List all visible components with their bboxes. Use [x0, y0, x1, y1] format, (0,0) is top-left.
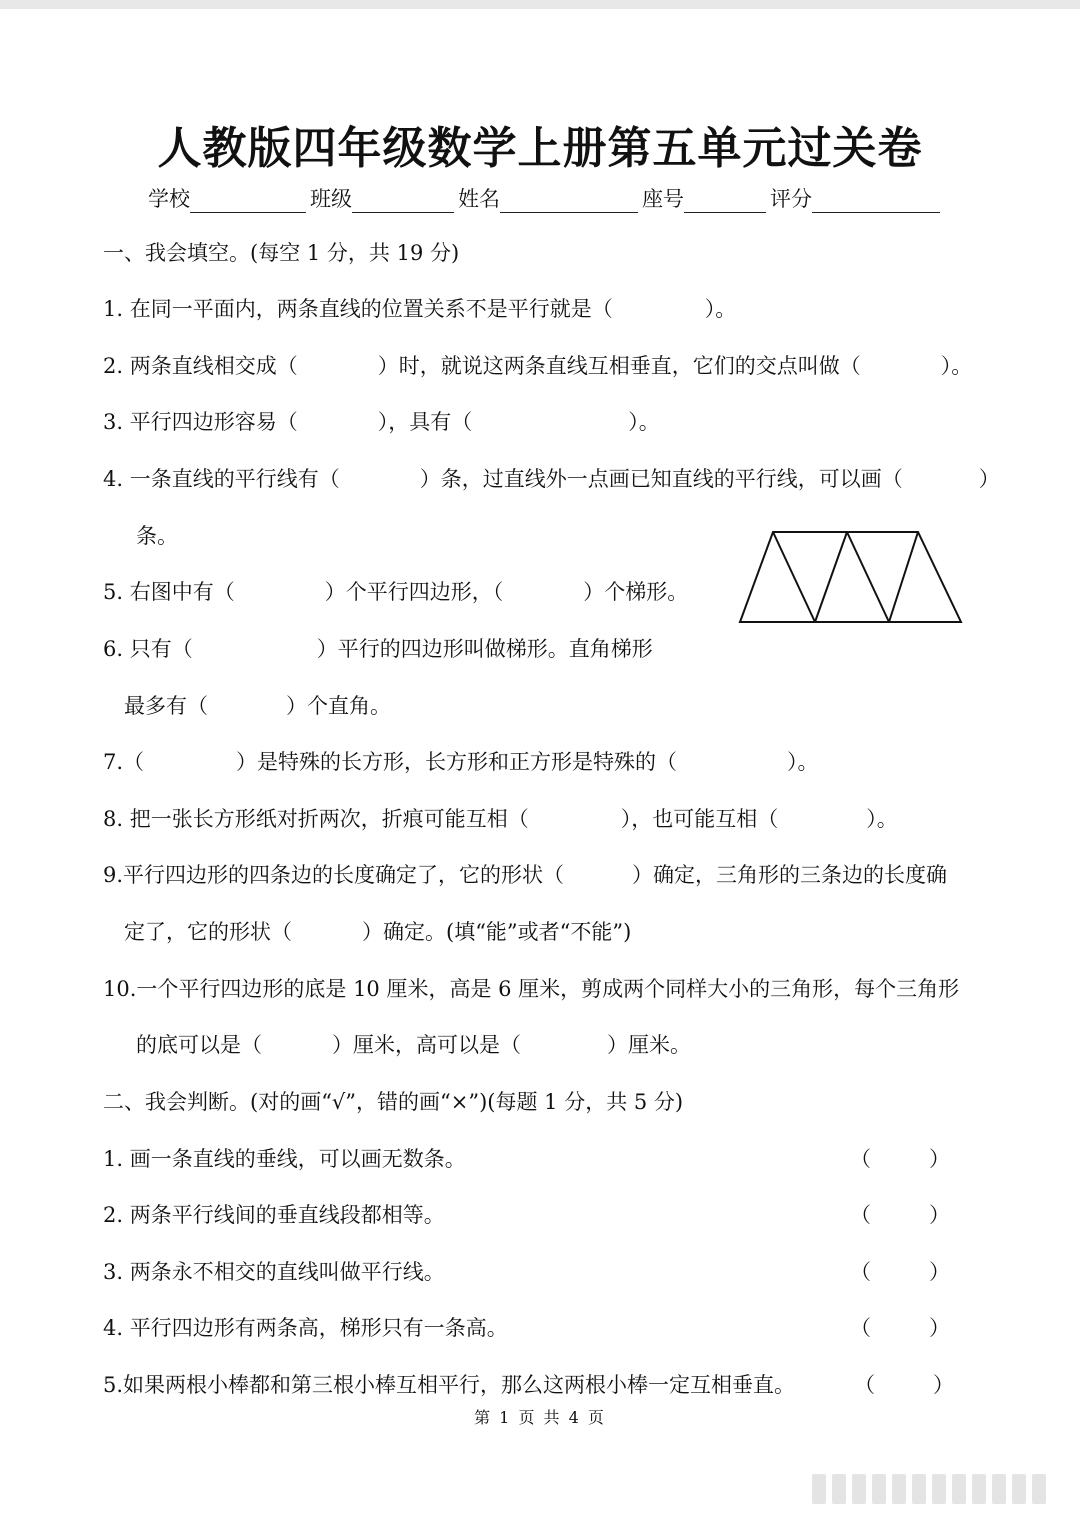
judge-answer-4[interactable]: （ ）: [850, 1316, 950, 1340]
judge-answer-1[interactable]: （ ）: [850, 1147, 950, 1171]
class-blank[interactable]: [352, 188, 454, 213]
student-info-row: [148, 181, 944, 213]
question-5: 5. 右图中有（ ）个平行四边形，（ ）个梯形。: [103, 580, 689, 604]
watermark-mark: [932, 1474, 946, 1504]
seat-label: 座号: [642, 187, 684, 211]
question-3: 3. 平行四边形容易（ ），具有（ ）。: [103, 410, 660, 434]
judge-item-3: 3. 两条永不相交的直线叫做平行线。: [103, 1260, 445, 1284]
question-10-cont: 的底可以是（ ）厘米，高可以是（ ）厘米。: [136, 1033, 691, 1057]
question-2: 2. 两条直线相交成（ ）时，就说这两条直线互相垂直，它们的交点叫做（ ）。: [103, 354, 973, 378]
page-footer: 第 1 页 共 4 页: [474, 1408, 606, 1427]
figure-segment: [773, 532, 815, 622]
watermark-mark: [892, 1474, 906, 1504]
question-9: 9.平行四边形的四条边的长度确定了，它的形状（ ）确定，三角形的三条边的长度确: [103, 863, 948, 887]
watermark-mark: [812, 1474, 826, 1504]
judge-answer-5[interactable]: （ ）: [854, 1373, 954, 1397]
watermark-mark: [952, 1474, 966, 1504]
school-blank[interactable]: [190, 188, 306, 213]
watermark-mark: [872, 1474, 886, 1504]
watermark: [812, 1474, 1046, 1504]
question-9-cont: 定了，它的形状（ ）确定。(填“能”或者“不能”): [124, 920, 632, 944]
judge-answer-3[interactable]: （ ）: [850, 1260, 950, 1284]
judge-item-5: 5.如果两根小棒都和第三根小棒互相平行，那么这两根小棒一定互相垂直。: [103, 1373, 796, 1397]
question-6-cont: 最多有（ ）个直角。: [124, 694, 391, 718]
judge-item-2: 2. 两条平行线间的垂直线段都相等。: [103, 1203, 445, 1227]
question-4: 4. 一条直线的平行线有（ ）条，过直线外一点画已知直线的平行线，可以画（ ）: [103, 467, 1000, 491]
question-1: 1. 在同一平面内，两条直线的位置关系不是平行就是（ ）。: [103, 297, 737, 321]
figure-outline: [740, 532, 961, 622]
figure-segment: [815, 532, 847, 622]
watermark-mark: [912, 1474, 926, 1504]
judge-answer-2[interactable]: （ ）: [850, 1203, 950, 1227]
watermark-mark: [852, 1474, 866, 1504]
judge-item-1: 1. 画一条直线的垂线，可以画无数条。: [103, 1147, 466, 1171]
section2-heading: 二、我会判断。(对的画“√”，错的画“×”)(每题 1 分，共 5 分): [103, 1090, 684, 1114]
question-8: 8. 把一张长方形纸对折两次，折痕可能互相（ ），也可能互相（ ）。: [103, 807, 898, 831]
figure-segment: [889, 532, 918, 622]
watermark-mark: [1012, 1474, 1026, 1504]
figure-segment: [847, 532, 889, 622]
name-blank[interactable]: [500, 188, 638, 213]
name-label: 姓名: [458, 187, 500, 211]
judge-item-4: 4. 平行四边形有两条高，梯形只有一条高。: [103, 1316, 508, 1340]
class-label: 班级: [310, 187, 352, 211]
seat-blank[interactable]: [684, 188, 766, 213]
watermark-mark: [972, 1474, 986, 1504]
question-10: 10.一个平行四边形的底是 10 厘米，高是 6 厘米，剪成两个同样大小的三角形，每个三角形: [103, 977, 960, 1001]
school-label: 学校: [148, 187, 190, 211]
score-label: 评分: [770, 187, 812, 211]
watermark-mark: [832, 1474, 846, 1504]
watermark-mark: [992, 1474, 1006, 1504]
watermark-mark: [1032, 1474, 1046, 1504]
question-6: 6. 只有（ ）平行的四边形叫做梯形。直角梯形: [103, 637, 653, 661]
section1-heading: 一、我会填空。(每空 1 分，共 19 分): [103, 241, 460, 265]
question-4-cont: 条。: [136, 524, 178, 548]
page-title: 人教版四年级数学上册第五单元过关卷: [157, 123, 923, 174]
trapezoid-figure: [737, 528, 965, 626]
question-7: 7.（ ）是特殊的长方形，长方形和正方形是特殊的（ ）。: [103, 750, 819, 774]
score-blank[interactable]: [812, 188, 940, 213]
top-bar: [0, 0, 1080, 9]
